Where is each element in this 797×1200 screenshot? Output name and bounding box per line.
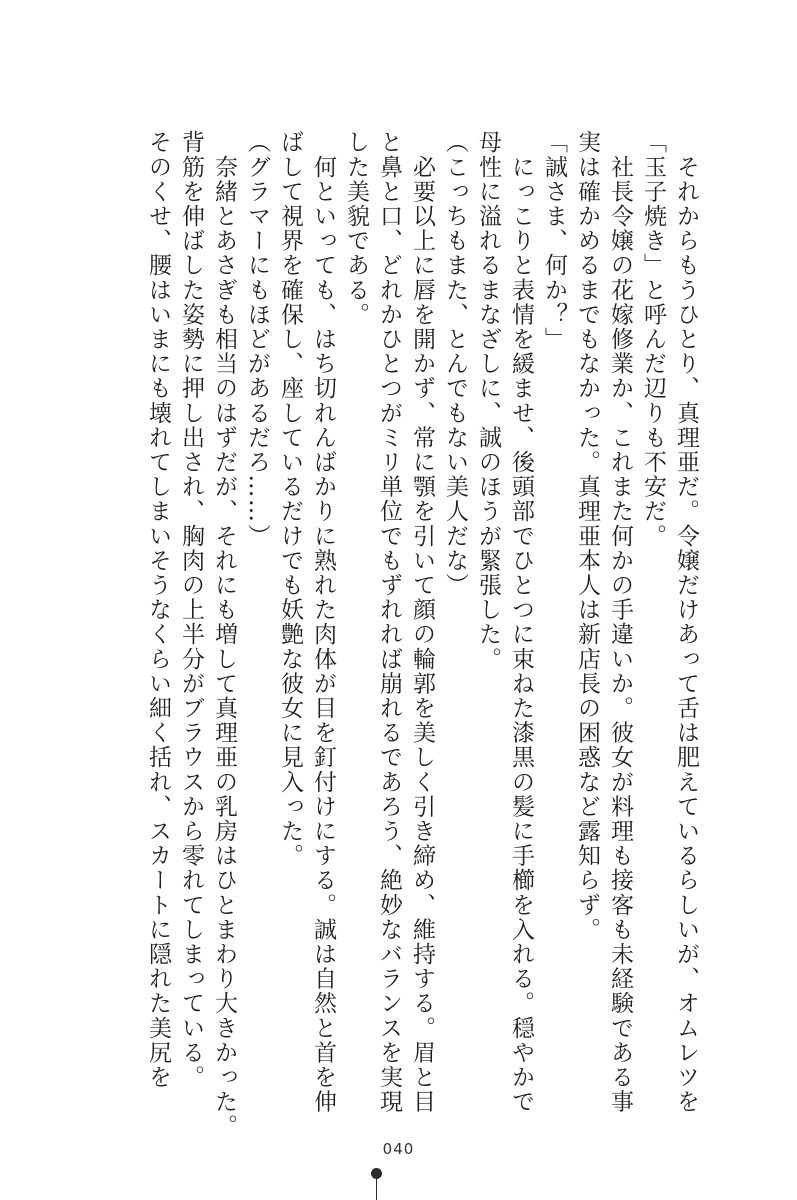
text-line: （こっちもまた、とんでもない美人だな）: [442, 130, 468, 598]
text-line: 「誠さま、何か？」: [541, 130, 567, 352]
text-line: 奈緒とあさぎも相当のはずだが、それにも増して真理亜の乳房はひとまわり大きかった。: [211, 130, 237, 1139]
text-line: ばして視界を確保し、座しているだけでも妖艶な彼女に見入った。: [277, 130, 303, 868]
text-line: 何といっても、はち切れんばかりに熟れた肉体が目を釘付けにする。誠は自然と首を伸: [310, 130, 336, 1114]
text-line: 「玉子焼き」と呼んだ辺りも不安だ。: [640, 130, 666, 549]
text-line: 必要以上に唇を開かず、常に顎を引いて顔の輪郭を美しく引き締め、維持する。眉と目: [409, 130, 435, 1114]
text-line: 背筋を伸ばした姿勢に押し出され、胸肉の上半分がブラウスから零れてしまっている。: [178, 130, 204, 1090]
vertical-text-body: [141, 130, 702, 1139]
text-line: 社長令嬢の花嫁修業か、これまた何かの手違いか。彼女が料理も接客も未経験である事: [607, 130, 633, 1114]
text-line: にっこりと表情を緩ませ、後頭部でひとつに束ねた漆黒の髪に手櫛を入れる。穏やかで: [508, 130, 534, 1114]
text-line: （グラマーにもほどがあるだろ……）: [244, 130, 270, 549]
text-line: そのくせ、腰はいまにも壊れてしまいそうなくらい細く括れ、スカートに隠れた美尻を: [145, 130, 171, 1090]
text-line: 母性に溢れるまなざしに、誠のほうが緊張した。: [475, 130, 501, 672]
page-number: 040: [382, 1140, 415, 1158]
text-line: と鼻と口、どれかひとつがミリ単位でもずれれば崩れるであろう、絶妙なバランスを実現: [376, 130, 402, 1114]
folio-line-ornament: [376, 1178, 377, 1200]
text-line: それからもうひとり、真理亜だ。令嬢だけあって舌は肥えているらしいが、オムレツを: [673, 130, 699, 1114]
text-line: した美貌である。: [343, 130, 369, 327]
text-line: 実は確かめるまでもなかった。真理亜本人は新店長の困惑など露知らず。: [574, 130, 600, 942]
